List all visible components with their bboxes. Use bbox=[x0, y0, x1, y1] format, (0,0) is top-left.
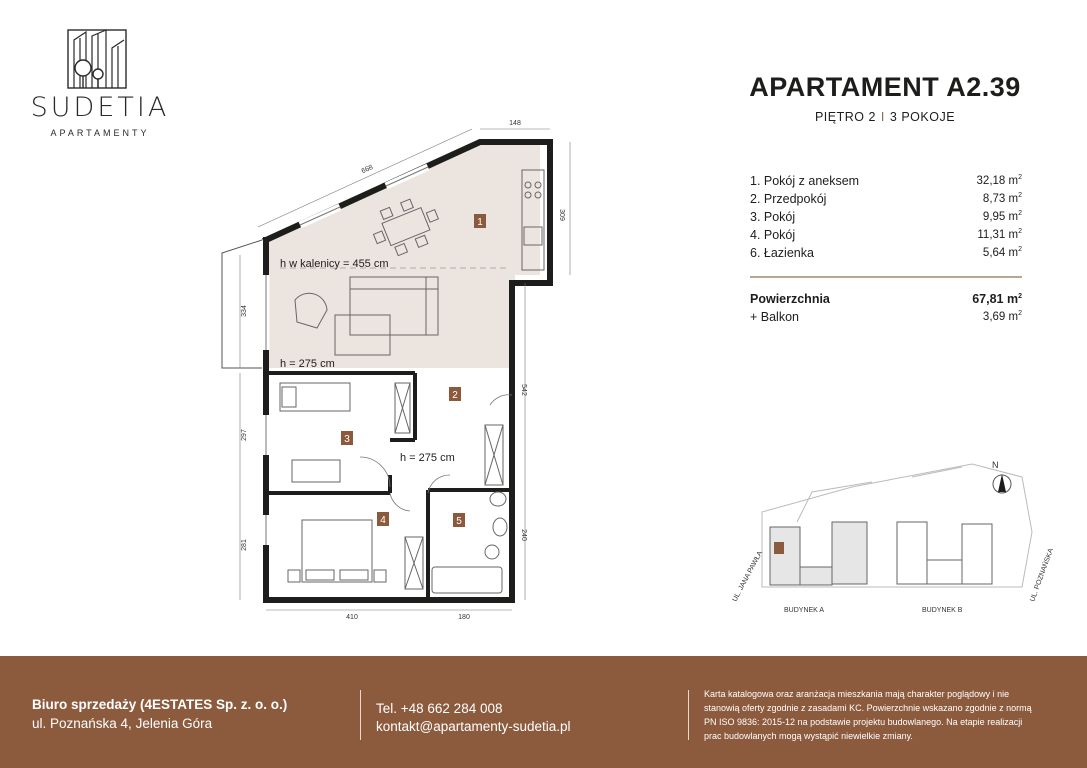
single-bed bbox=[280, 383, 350, 411]
surface-row bbox=[750, 290, 1022, 308]
north-arrow-icon bbox=[993, 474, 1011, 493]
room-number: 5 bbox=[456, 516, 462, 527]
disclaimer-text: Karta katalogowa oraz aranżacja mieszkania mają charakter poglądowy i nie stanowią oferty zgodnie z zasadami KC. Powierzchnie wskazano zgodnie z normą PN ISO 9836: 2015-12 na podstawie projektu budowlanego. Na etapie realizacji prac budowlanych mogą wystąpić niewielkie zmiany. bbox=[704, 689, 1032, 741]
dimension-label: 240 bbox=[520, 529, 527, 541]
room-row bbox=[750, 172, 1022, 190]
balcony-value: 3,69 $m^2$ bbox=[982, 310, 1022, 323]
building-a bbox=[770, 522, 867, 585]
height-label: h = 275 cm bbox=[400, 452, 455, 464]
sudetia-logo-icon bbox=[66, 28, 128, 90]
building-b bbox=[897, 522, 992, 584]
room-row bbox=[750, 190, 1022, 208]
table-divider bbox=[750, 276, 1022, 278]
dimension-label: 334 bbox=[241, 305, 248, 317]
floor-plan bbox=[210, 115, 590, 625]
room-name: 1. Pokój z aneksem bbox=[750, 174, 860, 188]
footer-divider bbox=[360, 690, 361, 740]
street-left-label: UL. JANA PAWŁA bbox=[731, 550, 765, 603]
subtitle-separator: I bbox=[880, 110, 885, 124]
building-a-label: BUDYNEK A bbox=[784, 607, 825, 614]
room-name: 4. Pokój bbox=[750, 228, 796, 242]
totals-table bbox=[750, 290, 1022, 326]
room-number: 1 bbox=[477, 217, 483, 228]
room-name: 3. Pokój bbox=[750, 210, 796, 224]
balcony-label: + Balkon bbox=[750, 310, 799, 324]
rooms-count-label: 3 POKOJE bbox=[889, 110, 956, 124]
site-map bbox=[722, 452, 1067, 627]
surface-label: Powierzchnia bbox=[750, 292, 830, 306]
dimension-label: 281 bbox=[241, 539, 248, 551]
rooms-table bbox=[750, 172, 1022, 262]
dimension-label: 309 bbox=[558, 209, 565, 221]
office-address: ul. Poznańska 4, Jelenia Góra bbox=[32, 716, 213, 731]
street-right-label: UL. POZNAŃSKA bbox=[1029, 547, 1056, 603]
room-number: 2 bbox=[452, 390, 458, 401]
wardrobes bbox=[395, 383, 503, 589]
room-area: 32,18 $m^2$ bbox=[976, 174, 1022, 187]
room-number: 4 bbox=[380, 515, 386, 526]
balcony-row bbox=[750, 308, 1022, 326]
room-name: 2. Przedpokój bbox=[750, 192, 827, 206]
room-row bbox=[750, 244, 1022, 262]
floor-label: PIĘTRO 2 bbox=[814, 110, 876, 124]
phone-link[interactable]: Tel. +48 662 284 008 bbox=[376, 701, 503, 716]
room-name: 6. Łazienka bbox=[750, 246, 814, 260]
brand-subtitle: APARTAMENTY bbox=[50, 128, 150, 138]
balcony-outline bbox=[222, 240, 262, 368]
room-area: 5,64 $m^2$ bbox=[982, 246, 1022, 259]
apartment-subtitle bbox=[700, 110, 1070, 124]
bathroom-fixtures bbox=[432, 492, 507, 593]
dimension-label: 148 bbox=[509, 120, 521, 127]
apartment-title: APARTAMENT A2.39 bbox=[749, 72, 1021, 102]
room-area: 8,73 $m^2$ bbox=[982, 192, 1022, 205]
height-label: h = 275 cm bbox=[280, 358, 335, 370]
north-label: N bbox=[992, 460, 999, 470]
surface-value: 67,81 $m^2$ bbox=[972, 292, 1022, 306]
inner-walls bbox=[266, 373, 512, 600]
dimension-label: 297 bbox=[241, 429, 248, 441]
dimension-label: 542 bbox=[520, 384, 527, 396]
room-number: 3 bbox=[344, 434, 350, 445]
email-link[interactable]: kontakt@apartamenty-sudetia.pl bbox=[376, 719, 571, 734]
apartment-marker bbox=[774, 542, 784, 554]
room-area: 11,31 $m^2$ bbox=[977, 228, 1022, 241]
dimension-label: 180 bbox=[458, 614, 470, 621]
brand-name: SUDETIA bbox=[30, 92, 170, 123]
room-row bbox=[750, 208, 1022, 226]
room-row bbox=[750, 226, 1022, 244]
dimension-label: 410 bbox=[346, 614, 358, 621]
room-area: 9,95 $m^2$ bbox=[982, 210, 1022, 223]
office-name: Biuro sprzedaży (4ESTATES Sp. z. o. o.) bbox=[32, 697, 288, 712]
building-b-label: BUDYNEK B bbox=[922, 607, 963, 614]
dimension-label: 668 bbox=[360, 164, 375, 176]
desk bbox=[292, 460, 340, 482]
footer-divider bbox=[688, 690, 689, 740]
height-kalenica-label: h w kalenicy = 455 cm bbox=[280, 258, 389, 270]
double-bed bbox=[288, 520, 386, 582]
